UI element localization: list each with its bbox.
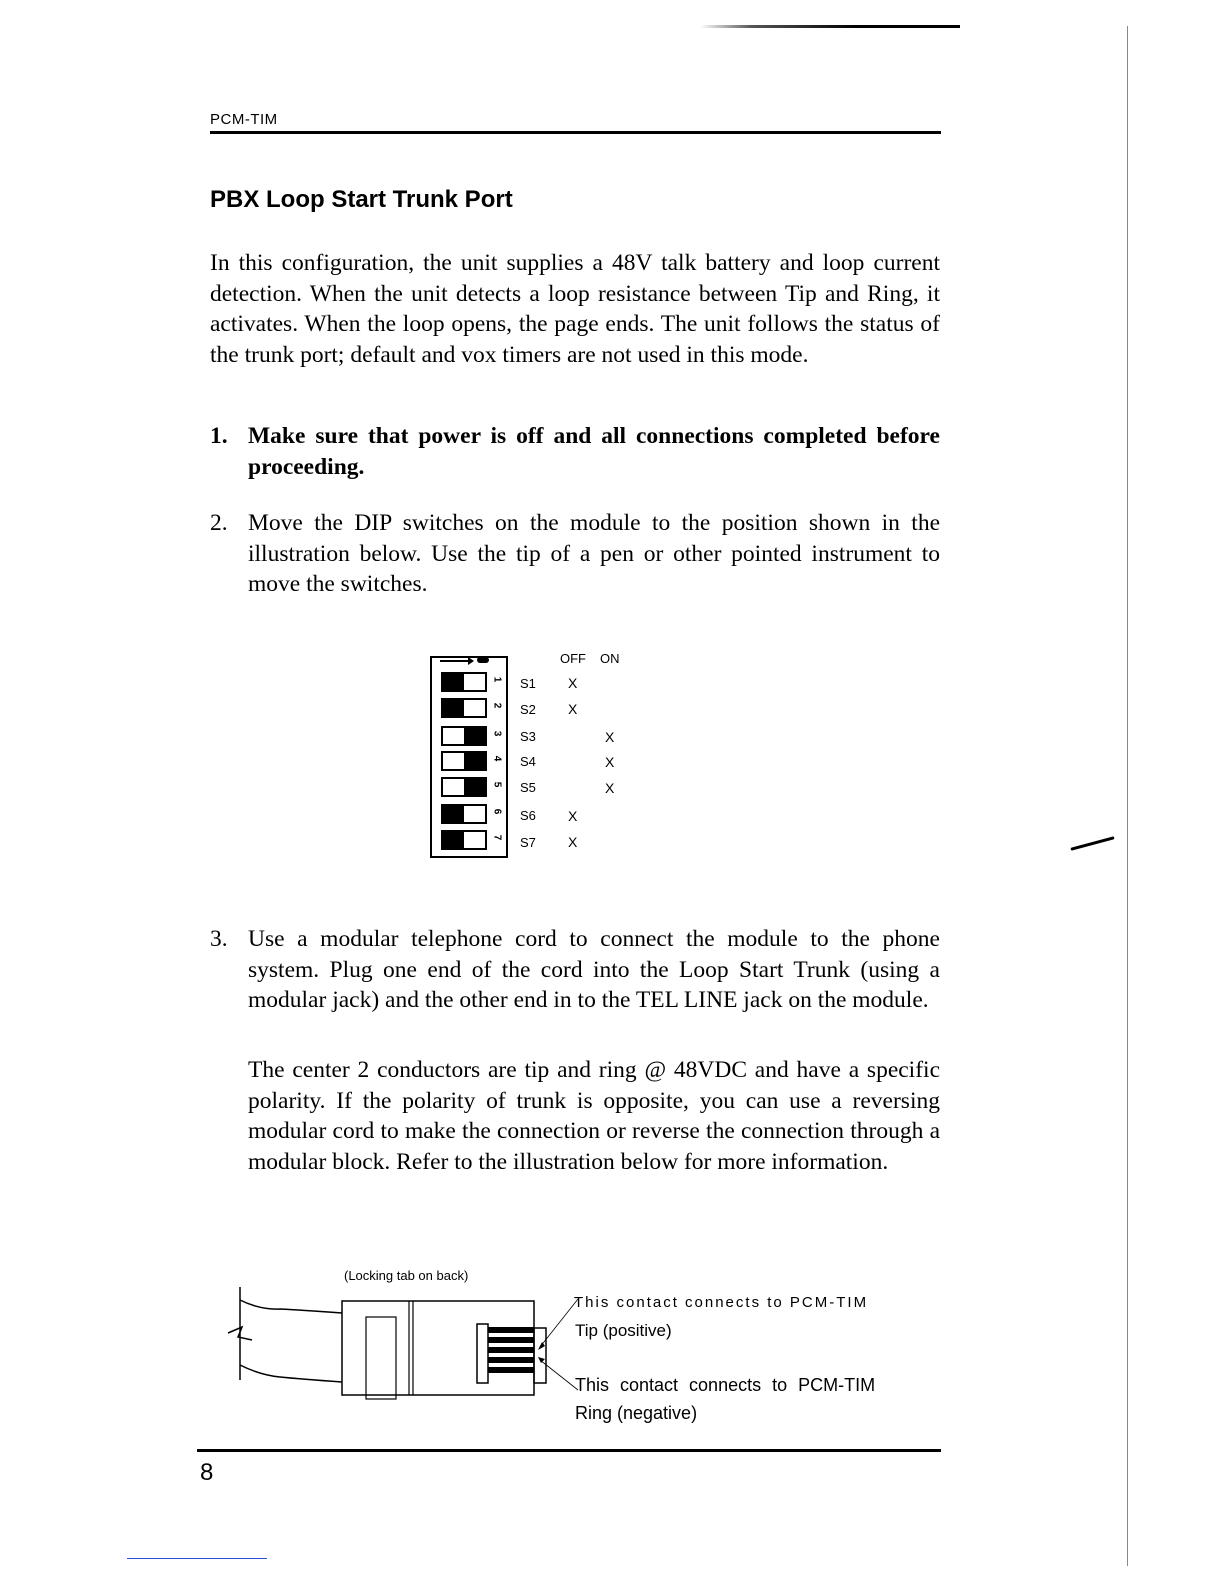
switch-setting-mark: X bbox=[605, 780, 615, 796]
page-edge-line bbox=[1127, 26, 1128, 1566]
step-2 bbox=[210, 508, 940, 600]
scan-artifact-line bbox=[700, 25, 960, 28]
step-text: Make sure that power is off and all connections completed before proceeding. bbox=[248, 423, 940, 480]
ring-callout-line1: This contact connects to PCM-TIM bbox=[575, 1375, 876, 1395]
dip-switch-5 bbox=[441, 777, 487, 797]
dip-switch-4 bbox=[441, 751, 487, 771]
tip-callout-line2: Tip (positive) bbox=[575, 1321, 672, 1340]
arrow-head-icon bbox=[468, 657, 474, 665]
column-header-off: OFF bbox=[560, 651, 586, 666]
switch-knob bbox=[441, 698, 464, 718]
dip-switch-1 bbox=[441, 672, 487, 692]
switch-knob bbox=[441, 672, 464, 692]
header-rule bbox=[210, 131, 941, 134]
polarity-note: The center 2 conductors are tip and ring @ 48VDC and have a specific polarity. If the polarity of trunk is opposite, you can use a reversing modular cord to make the connection or reverse the connection through a modular block. Refer to the illustration below for more information. bbox=[248, 1057, 940, 1175]
switch-label: S5 bbox=[520, 780, 536, 795]
dip-switch-6 bbox=[441, 804, 487, 824]
page-number: 8 bbox=[200, 1459, 214, 1486]
dip-switch-7 bbox=[441, 830, 487, 850]
switch-knob bbox=[464, 726, 487, 746]
switch-knob bbox=[441, 830, 464, 850]
intro-paragraph: In this configuration, the unit supplies a 48V talk battery and loop current detection. When the unit detects a loop resistance between Tip and Ring, it activates. When the loop opens, the page ends. The unit follows the status of the trunk port; default and vox timers are not used in this mode. bbox=[210, 250, 940, 368]
step-number: 2. bbox=[210, 510, 228, 536]
scan-artifact-mark bbox=[1070, 836, 1114, 851]
switch-number: 5 bbox=[491, 781, 503, 788]
section-title: PBX Loop Start Trunk Port bbox=[210, 186, 513, 213]
dip-switch-3 bbox=[441, 726, 487, 746]
switch-label: S2 bbox=[520, 702, 536, 717]
switch-label: S4 bbox=[520, 754, 536, 769]
switch-number: 1 bbox=[491, 676, 503, 683]
switch-setting-mark: X bbox=[568, 675, 578, 691]
switch-label: S6 bbox=[520, 808, 536, 823]
switch-number: 6 bbox=[491, 808, 503, 815]
running-header: PCM-TIM bbox=[210, 111, 278, 128]
step-number: 3. bbox=[210, 926, 228, 952]
step-text: Move the DIP switches on the module to the position shown in the illustration below. Use the tip of a pen or other pointed instrument to move the switches. bbox=[248, 510, 940, 597]
switch-setting-mark: X bbox=[568, 834, 578, 850]
ring-callout-line2: Ring (negative) bbox=[575, 1403, 698, 1423]
switch-knob bbox=[441, 804, 464, 824]
switch-knob bbox=[464, 751, 487, 771]
link-underline-artifact bbox=[127, 1558, 267, 1559]
step-3 bbox=[210, 924, 940, 1016]
on-indicator-icon bbox=[477, 657, 489, 663]
switch-setting-mark: X bbox=[605, 729, 615, 745]
switch-number: 2 bbox=[491, 702, 503, 709]
switch-number: 7 bbox=[491, 834, 503, 841]
column-header-on: ON bbox=[600, 651, 620, 666]
switch-label: S3 bbox=[520, 729, 536, 744]
modular-plug-illustration bbox=[200, 1285, 590, 1415]
switch-label: S7 bbox=[520, 835, 536, 850]
switch-setting-mark: X bbox=[568, 701, 578, 717]
switch-number: 3 bbox=[491, 730, 503, 737]
step-1 bbox=[210, 421, 940, 482]
switch-number: 4 bbox=[491, 755, 503, 762]
tip-callout-line1: This contact connects to PCM-TIM bbox=[574, 1294, 869, 1311]
step-number: 1. bbox=[210, 423, 228, 449]
switch-setting-mark: X bbox=[605, 754, 615, 770]
step-text: Use a modular telephone cord to connect the module to the phone system. Plug one end of the cord into the Loop Start Trunk (using a modular jack) and the other end in to the TEL LINE jack on the module. bbox=[248, 926, 940, 1013]
footer-rule bbox=[197, 1449, 941, 1452]
switch-knob bbox=[464, 777, 487, 797]
figure-caption: (Locking tab on back) bbox=[344, 1268, 469, 1283]
dip-switch-2 bbox=[441, 698, 487, 718]
switch-label: S1 bbox=[520, 676, 536, 691]
switch-setting-mark: X bbox=[568, 808, 578, 824]
